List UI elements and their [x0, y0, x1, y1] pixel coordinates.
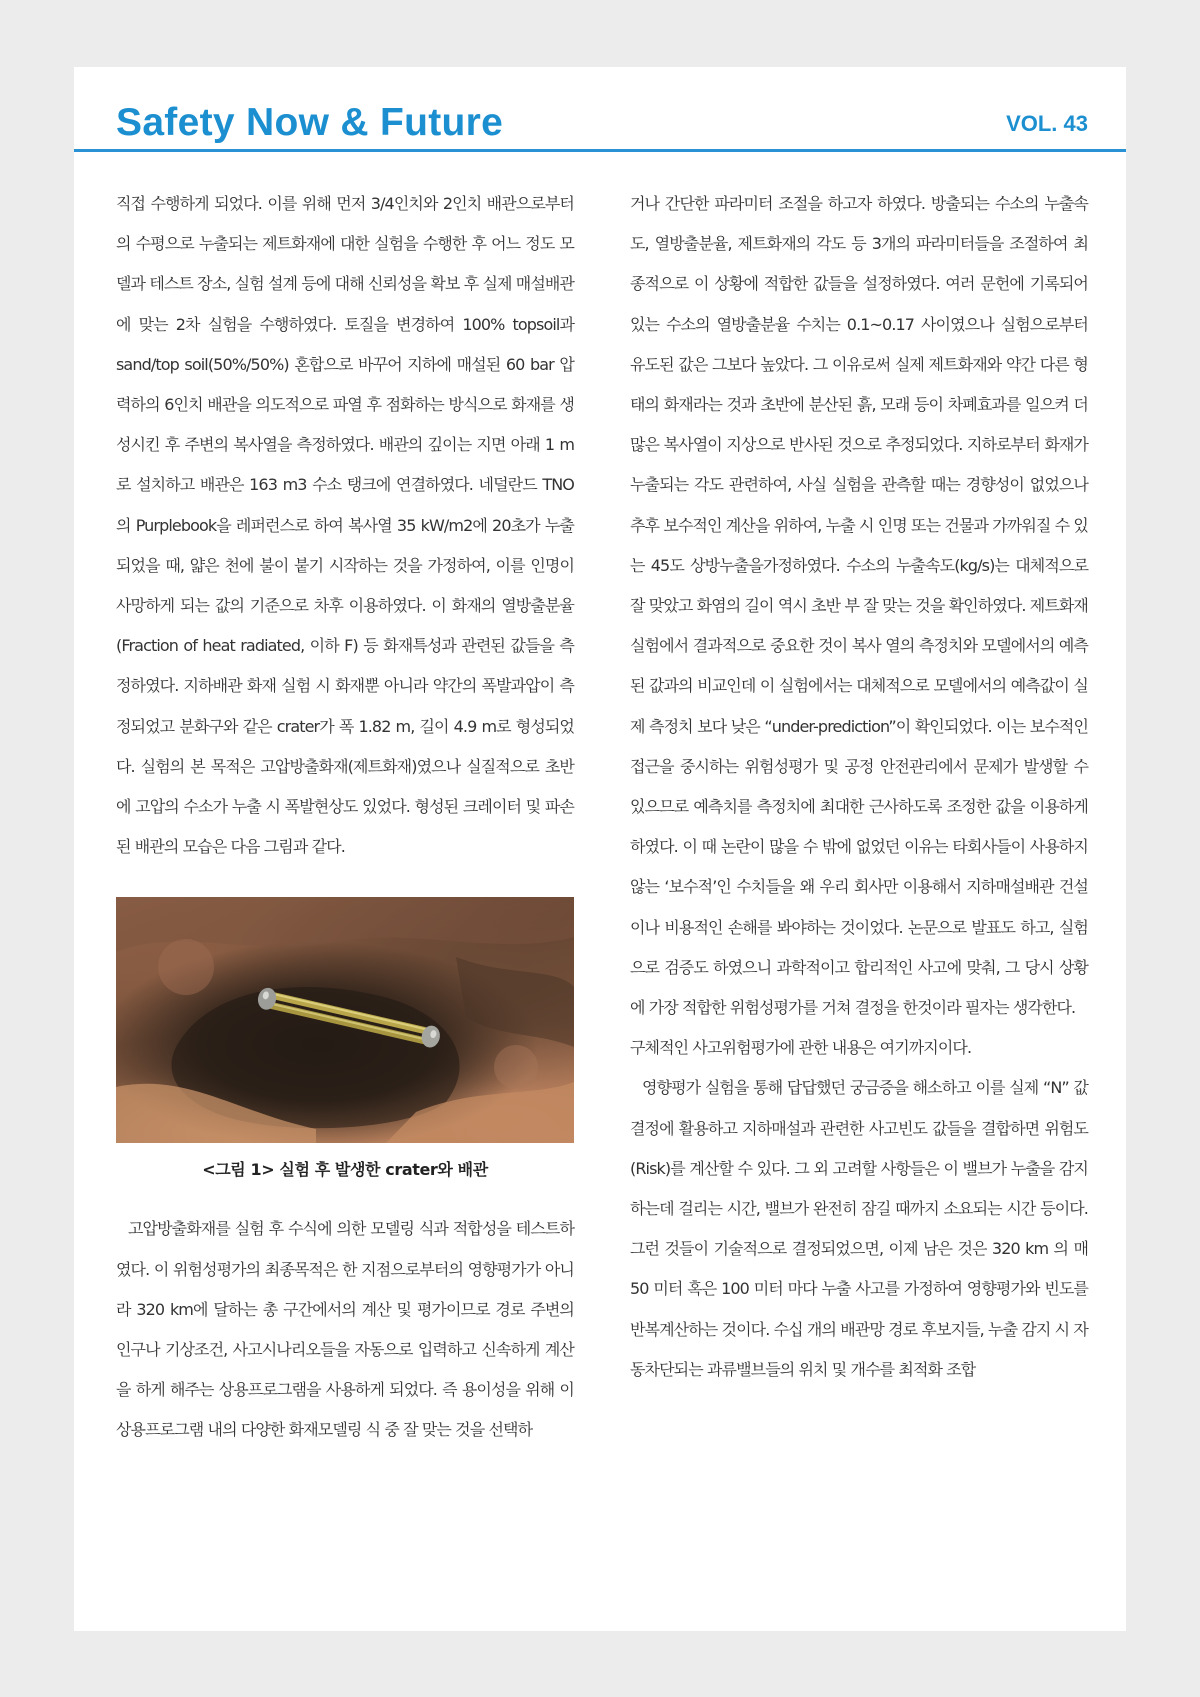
right-column	[630, 184, 1088, 1390]
right-paragraph-2: 구체적인 사고위험평가에 관한 내용은 여기까지이다.	[630, 1038, 972, 1058]
right-paragraph-3: 영향평가 실험을 통해 답답했던 궁금증을 해소하고 이를 실제 “N” 값 결정에 활용하고 지하매설과 관련한 사고빈도 값들을 결합하면 위험도(Risk)를 계산할 수 있다. 그 외 고려할 사항들은 이 밸브가 누출을 감지하는데 걸리는 시간, 밸브가 완전히 잠길 때까지 소요되는 시간 등이다. 그런 것들이 기술적으로 결정되었으면, 이제 남은 것은 320 km 의 매 50 미터 혹은 100 미터 마다 누출 사고를 가정하여 영향평가와 빈도를 반복계산하는 것이다. 수십 개의 배관망 경로 후보지들, 누출 감지 시 자동차단되는 과류밸브들의 위치 및 개수를 최적화 조합	[630, 1078, 1088, 1379]
crater-pipe-illustration	[116, 897, 574, 1143]
left-column	[116, 184, 574, 1451]
header-divider	[74, 149, 1126, 152]
left-paragraph-2: 고압방출화재를 실험 후 수식에 의한 모델링 식과 적합성을 테스트하였다. 이 위험성평가의 최종목적은 한 지점으로부터의 영향평가가 아니라 320 km에 달하는 총 구간에서의 계산 및 평가이므로 경로 주변의 인구나 기상조건, 사고시나리오들을 자동으로 입력하고 신속하게 계산을 하게 해주는 상용프로그램을 사용하게 되었다. 즉 용이성을 위해 이 상용프로그램 내의 다양한 화재모델링 식 중 잘 맞는 것을 선택하	[116, 1219, 574, 1440]
document-page	[74, 67, 1126, 1631]
figure-caption: <그림 1> 실험 후 발생한 crater와 배관	[202, 1160, 488, 1180]
crater-photo	[116, 897, 574, 1143]
page-header	[116, 97, 1088, 149]
right-paragraph-1: 거나 간단한 파라미터 조절을 하고자 하였다. 방출되는 수소의 누출속도, 열방출분율, 제트화재의 각도 등 3개의 파라미터들을 조절하여 최종적으로 이 상황에 적합한 값들을 설정하였다. 여러 문헌에 기록되어 있는 수소의 열방출분율 수치는 0.1~0.17 사이였으나 실험으로부터 유도된 값은 그보다 높았다. 그 이유로써 실제 제트화재와 약간 다른 형태의 화재라는 것과 초반에 분산된 흙, 모래 등이 차폐효과를 일으켜 더 많은 복사열이 지상으로 반사된 것으로 추정되었다. 지하로부터 화재가 누출되는 각도 관련하여, 사실 실험을 관측할 때는 경향성이 없었으나 추후 보수적인 계산을 위하여, 누출 시 인명 또는 건물과 가까워질 수 있는 45도 상방누출을가정하였다. 수소의 누출속도(kg/s)는 대체적으로 잘 맞았고 화염의 길이 역시 초반 부 잘 맞는 것을 확인하였다. 제트화재 실험에서 결과적으로 중요한 것이 복사 열의 측정치와 모델에서의 예측된 값과의 비교인데 이 실험에서는 대체적으로 모델에서의 예측값이 실제 측정치 보다 낮은 “under-prediction”이 확인되었다. 이는 보수적인 접근을 중시하는 위험성평가 및 공정 안전관리에서 문제가 발생할 수 있으므로 예측치를 측정치에 최대한 근사하도록 조정한 값을 이용하게 하였다. 이 때 논란이 많을 수 밖에 없었던 이유는 타회사들이 사용하지 않는 ‘보수적’인 수치들을 왜 우리 회사만 이용해서 지하매설배관 건설이나 비용적인 손해를 봐야하는 것이었다. 논문으로 발표도 하고, 실험으로 검증도 하였으니 과학적이고 합리적인 사고에 맞춰, 그 당시 상황에 가장 적합한 위험성평가를 거쳐 결정을 한것이라 필자는 생각한다.	[630, 194, 1088, 1018]
left-paragraph-1: 직접 수행하게 되었다. 이를 위해 먼저 3/4인치와 2인치 배관으로부터의 수평으로 누출되는 제트화재에 대한 실험을 수행한 후 어느 정도 모델과 테스트 장소, 실험 설계 등에 대해 신뢰성을 확보 후 실제 매설배관에 맞는 2차 실험을 수행하였다. 토질을 변경하여 100% topsoil과 sand/top soil(50%/50%) 혼합으로 바꾸어 지하에 매설된 60 bar 압력하의 6인치 배관을 의도적으로 파열 후 점화하는 방식으로 화재를 생성시킨 후 주변의 복사열을 측정하였다. 배관의 깊이는 지면 아래 1 m 로 설치하고 배관은 163 m3 수소 탱크에 연결하였다. 네덜란드 TNO의 Purplebook을 레퍼런스로 하여 복사열 35 kW/m2에 20초가 누출되었을 때, 얇은 천에 불이 붙기 시작하는 것을 가정하여, 이를 인명이 사망하게 되는 값의 기준으로 차후 이용하였다. 이 화재의 열방출분율 (Fraction of heat radiated, 이하 F) 등 화재특성과 관련된 값들을 측정하였다. 지하배관 화재 실험 시 화재뿐 아니라 약간의 폭발과압이 측정되었고 분화구와 같은 crater가 폭 1.82 m, 길이 4.9 m로 형성되었다. 실험의 본 목적은 고압방출화재(제트화재)였으나 실질적으로 초반에 고압의 수소가 누출 시 폭발현상도 있었다. 형성된 크레이터 및 파손된 배관의 모습은 다음 그림과 같다.	[116, 194, 574, 857]
magazine-title: Safety Now & Future	[116, 101, 504, 144]
volume-label: VOL. 43	[1006, 111, 1088, 136]
